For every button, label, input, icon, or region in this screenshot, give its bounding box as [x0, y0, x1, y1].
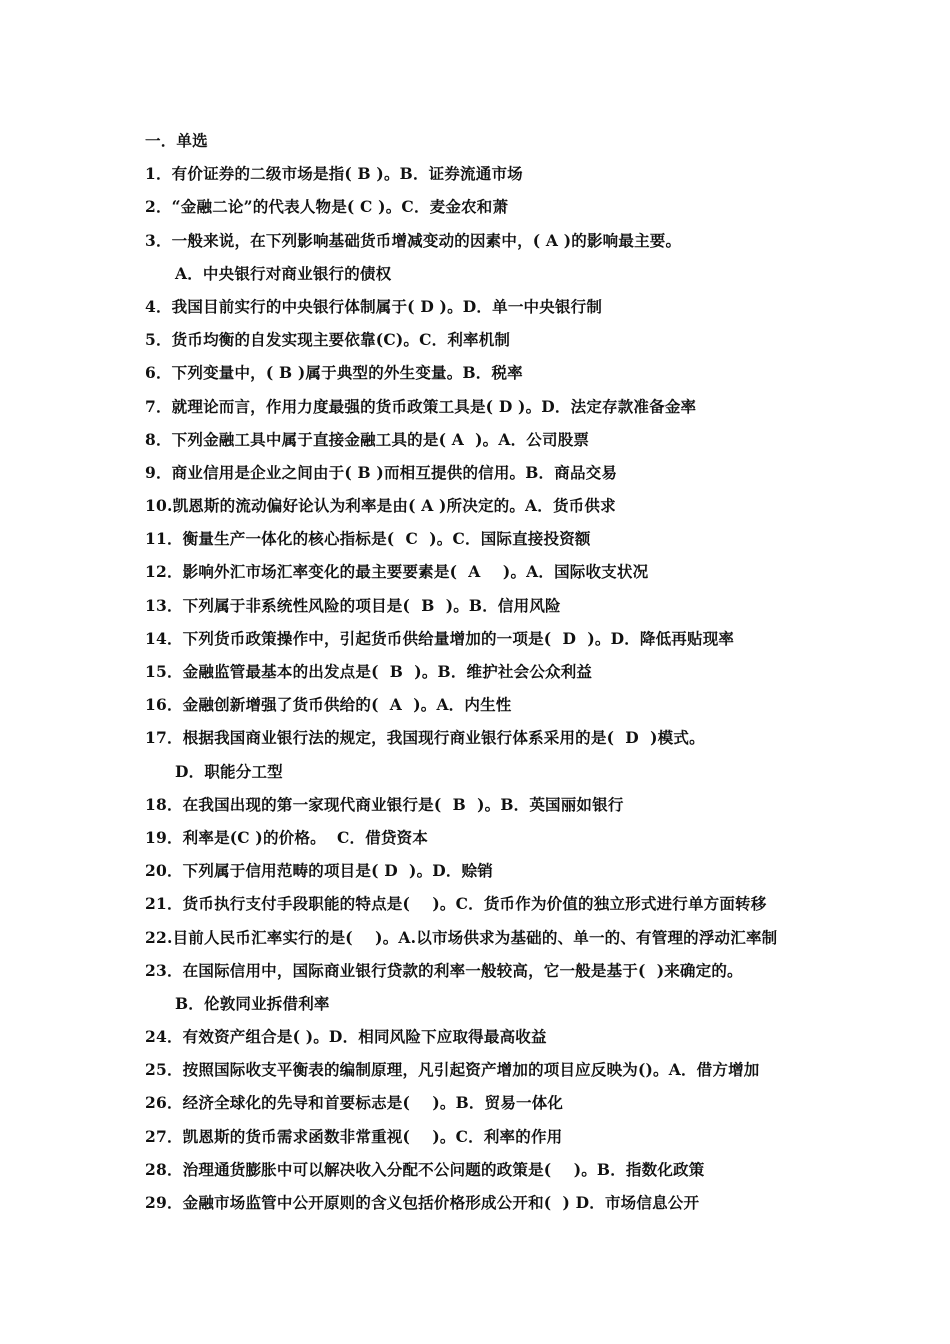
question-line: 6．下列变量中，( B )属于典型的外生变量。B．税率: [145, 363, 523, 383]
question-line: 10.凯恩斯的流动偏好论认为利率是由( A )所决定的。A．货币供求: [145, 496, 616, 516]
question-line: 18．在我国出现的第一家现代商业银行是( B )。B．英国丽如银行: [145, 794, 624, 814]
question-line: 12．影响外汇市场汇率变化的最主要要素是( A )。A．国际收支状况: [145, 562, 649, 582]
answer-line: D．职能分工型: [175, 761, 283, 781]
question-line: 28．治理通货膨胀中可以解决收入分配不公问题的政策是( )。B．指数化政策: [145, 1159, 705, 1179]
question-line: 11．衡量生产一体化的核心指标是( C )。C．国际直接投资额: [145, 529, 591, 549]
question-list: [145, 157, 825, 1219]
question-line: 19．利率是(C )的价格。 C．借贷资本: [145, 827, 428, 847]
question-line: 29．金融市场监管中公开原则的含义包括价格形成公开和( ) D．市场信息公开: [145, 1193, 700, 1212]
question-line: 1．有价证券的二级市场是指( B )。B．证券流通市场: [145, 164, 523, 184]
question-line: 16．金融创新增强了货币供给的( A )。A．内生性: [145, 695, 512, 715]
question-line: 2．“金融二论”的代表人物是( C )。C．麦金农和萧: [145, 197, 509, 217]
question-line: 23．在国际信用中，国际商业银行贷款的利率一般较高，它一般是基于( )来确定的。: [145, 960, 743, 980]
question-line: 3．一般来说，在下列影响基础货币增减变动的因素中，( A )的影响最主要。: [145, 230, 682, 250]
question-line: 17．根据我国商业银行法的规定，我国现行商业银行体系采用的是( D )模式。: [145, 728, 705, 748]
question-line: 15．金融监管最基本的出发点是( B )。B．维护社会公众利益: [145, 662, 593, 681]
section-title: 一．单选: [145, 131, 208, 150]
question-line: 4．我国目前实行的中央银行体制属于( D )。D．单一中央银行制: [145, 296, 603, 316]
question-line: 7．就理论而言，作用力度最强的货币政策工具是( D )。D．法定存款准备金率: [145, 396, 697, 416]
question-line: 22.目前人民币汇率实行的是( )。A.以市场供求为基础的、单一的、有管理的浮动汇率制: [145, 927, 778, 947]
question-line: 25．按照国际收支平衡表的编制原理，凡引起资产增加的项目应反映为()。A．借方增加: [145, 1060, 760, 1080]
question-line: 24．有效资产组合是( )。D．相同风险下应取得最高收益: [145, 1027, 547, 1047]
answer-line: A．中央银行对商业银行的债权: [175, 263, 392, 283]
question-line: 13．下列属于非系统性风险的项目是( B )。B．信用风险: [145, 595, 561, 615]
question-line: 20．下列属于信用范畴的项目是( D )。D．赊销: [145, 861, 494, 881]
question-line: 8．下列金融工具中属于直接金融工具的是( A )。A．公司股票: [145, 429, 590, 449]
question-line: 5．货币均衡的自发实现主要依靠(C)。C．利率机制: [145, 330, 511, 350]
answer-line: B．伦敦同业拆借利率: [175, 993, 330, 1013]
question-line: 21．货币执行支付手段职能的特点是( )。C．货币作为价值的独立形式进行单方面转移: [145, 894, 767, 914]
question-line: 26．经济全球化的先导和首要标志是( )。B．贸易一体化: [145, 1093, 564, 1113]
question-line: 27．凯恩斯的货币需求函数非常重视( )。C．利率的作用: [145, 1126, 563, 1146]
question-line: 14．下列货币政策操作中，引起货币供给量增加的一项是( D )。D．降低再贴现率: [145, 628, 735, 648]
question-line: 9．商业信用是企业之间由于( B )而相互提供的信用。B．商品交易: [145, 462, 618, 482]
document-body: [145, 124, 825, 1219]
